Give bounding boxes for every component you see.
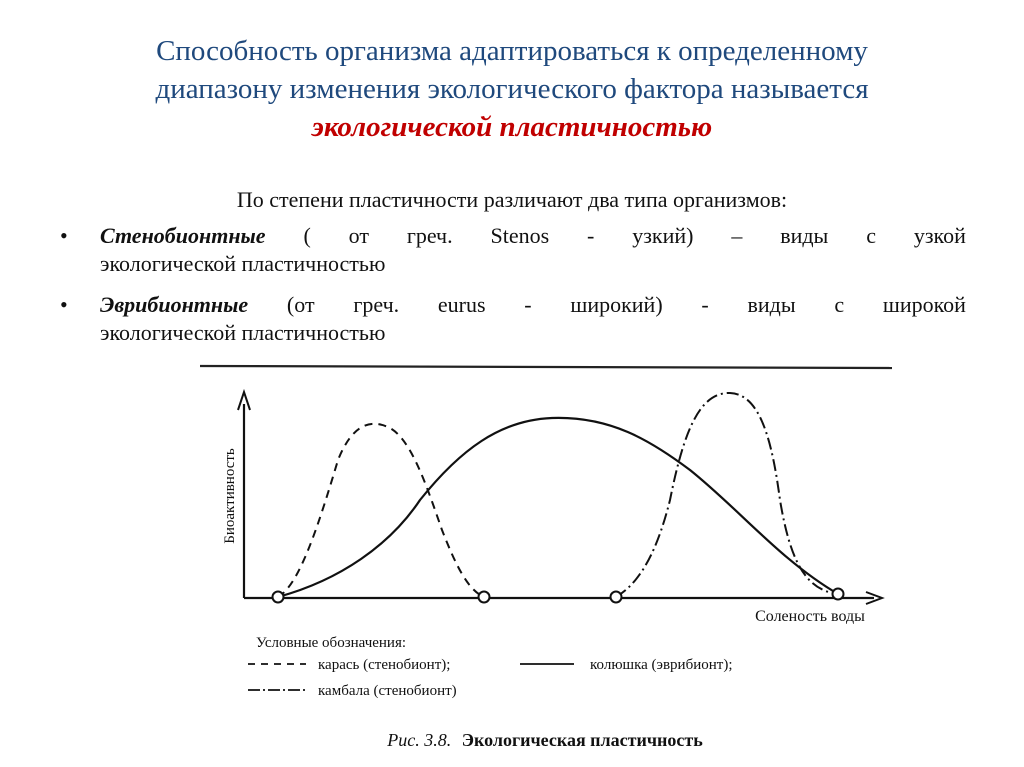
endpoint-marker	[273, 592, 284, 603]
legend-label-crucian: карась (стенобионт);	[318, 657, 451, 673]
curve-crucian	[278, 424, 484, 597]
intro-text: По степени пластичности различают два типа организмов:	[236, 187, 788, 212]
bullet-marker: •	[60, 292, 68, 317]
endpoint-marker	[611, 592, 622, 603]
bullet-marker: •	[60, 223, 68, 248]
bullet-term: Эврибионтные	[100, 292, 249, 317]
bullet-line-1: Стенобионтные ( от греч. Stenos - узкий) – виды с узкой	[100, 223, 966, 248]
legend-label-stickleback: колюшка (эврибионт);	[590, 657, 733, 673]
endpoint-marker	[833, 589, 844, 600]
bullet-line-2: экологической пластичностью	[100, 251, 386, 276]
endpoint-marker	[479, 592, 490, 603]
figure-top-rule	[200, 366, 892, 368]
curve-eurybiont	[278, 418, 838, 597]
title-line-1: Способность организма адаптироваться к определенному	[156, 35, 868, 67]
bullet-line-1: Эврибионтные (от греч. eurus - широкий) - виды с широкой	[100, 292, 966, 317]
figure-caption	[386, 730, 703, 750]
x-axis-label: Соленость воды	[755, 608, 865, 625]
caption-prefix: Рис. 3.8.	[387, 730, 452, 750]
curve-flounder	[616, 393, 838, 597]
title-line-2: диапазону изменения экологического фактора называется	[155, 73, 869, 105]
bullet-line-2: экологической пластичностью	[100, 320, 386, 345]
title-accent: экологической пластичностью	[311, 111, 713, 143]
legend-title: Условные обозначения:	[256, 635, 407, 651]
y-axis-label: Биоактивность	[222, 448, 238, 544]
legend-label-flounder: камбала (стенобионт)	[318, 683, 457, 699]
bullet-term: Стенобионтные	[100, 223, 266, 248]
caption-text: Экологическая пластичность	[461, 730, 703, 750]
